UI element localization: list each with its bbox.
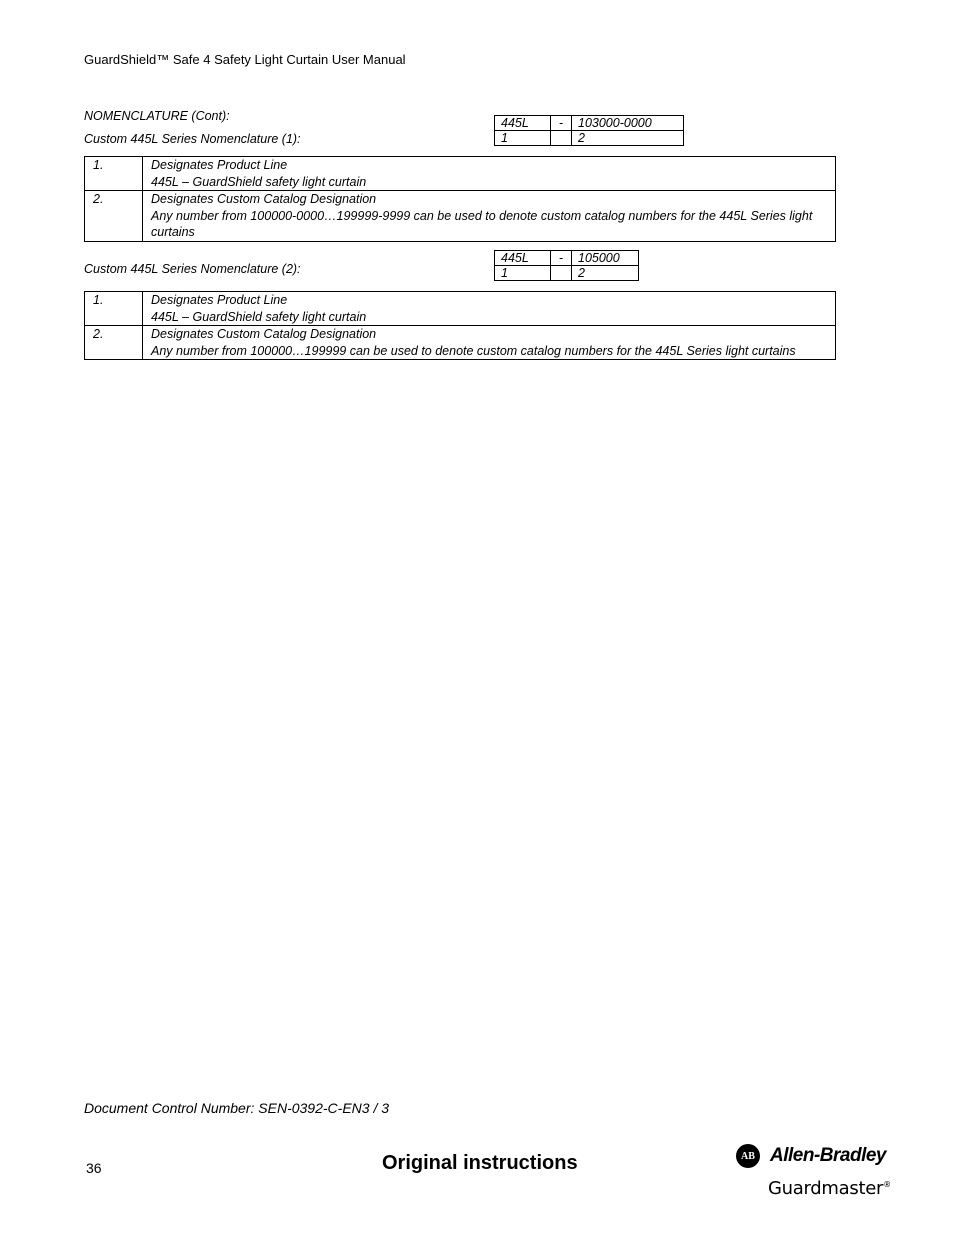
row-number: 2.: [85, 326, 143, 360]
table-row: [85, 191, 836, 242]
code-cell: 445L: [495, 251, 551, 266]
row-text: [143, 157, 836, 191]
row-line: 445L – GuardShield safety light curtain: [151, 309, 367, 324]
code-cell: 105000: [572, 251, 639, 266]
table-row: [85, 292, 836, 326]
code-cell: 1: [495, 131, 551, 146]
code-cell: [551, 131, 572, 146]
row-number: 1.: [85, 157, 143, 191]
code-cell: [551, 266, 572, 281]
code-cell: 103000-0000: [572, 116, 684, 131]
code-cell: 2: [572, 266, 639, 281]
custom1-description-table: [84, 156, 836, 242]
row-line: Any number from 100000…199999 can be used to denote custom catalog numbers for the 445L Series light curtains: [151, 343, 796, 358]
code-cell: -: [551, 116, 572, 131]
custom2-label: Custom 445L Series Nomenclature (2):: [84, 262, 301, 276]
row-line: Designates Custom Catalog Designation: [151, 327, 377, 341]
registered-mark: ®: [883, 1180, 891, 1189]
row-line: Designates Custom Catalog Designation: [151, 192, 377, 206]
row-line: Designates Product Line: [151, 158, 288, 172]
row-line: Any number from 100000-0000…199999-9999 can be used to denote custom catalog numbers for the 445L Series light curtains: [151, 208, 813, 239]
code-cell: 2: [572, 131, 684, 146]
original-instructions: Original instructions: [382, 1152, 578, 1174]
code-cell: 1: [495, 266, 551, 281]
allen-bradley-wordmark: Allen-Bradley: [770, 1145, 886, 1166]
page-number: 36: [86, 1160, 102, 1176]
custom1-label: Custom 445L Series Nomenclature (1):: [84, 132, 301, 146]
table-row: [85, 326, 836, 360]
code-cell: -: [551, 251, 572, 266]
table-row: [85, 157, 836, 191]
row-line: 445L – GuardShield safety light curtain: [151, 174, 367, 189]
document-control-number: Document Control Number: SEN-0392-C-EN3 / 3: [84, 1100, 390, 1116]
row-number: 2.: [85, 191, 143, 242]
guardmaster-logo: [768, 1178, 891, 1199]
allen-bradley-logo-icon: AB: [736, 1144, 760, 1168]
code-cell: 445L: [495, 116, 551, 131]
page-header-title: GuardShield™ Safe 4 Safety Light Curtain User Manual: [84, 52, 406, 67]
nomenclature-label: NOMENCLATURE (Cont):: [84, 109, 230, 123]
row-number: 1.: [85, 292, 143, 326]
row-text: [143, 292, 836, 326]
guardmaster-wordmark: Guardmaster: [768, 1178, 884, 1199]
custom2-code-table: [494, 250, 639, 281]
row-line: Designates Product Line: [151, 293, 288, 307]
custom2-description-table: [84, 291, 836, 360]
row-text: [143, 326, 836, 360]
row-text: [143, 191, 836, 242]
custom1-code-table: [494, 115, 684, 146]
